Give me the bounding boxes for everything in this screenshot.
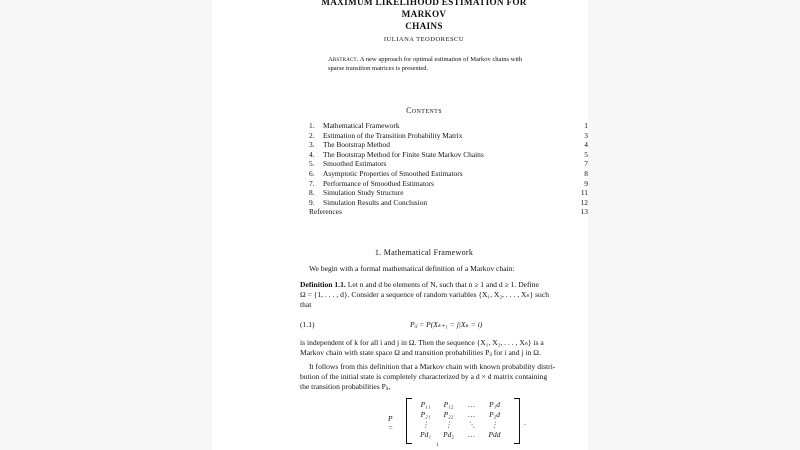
intro-text: We begin with a formal mathematical definition of a Markov chain: (309, 264, 515, 273)
matrix-entry: P₂d (489, 410, 500, 419)
toc-label: Simulation Study Structure (323, 188, 404, 198)
definition-line-3: that (300, 300, 312, 309)
toc-number: 8. (309, 188, 315, 198)
toc-entry (309, 140, 588, 150)
abstract-line-2: sparse transition matrices is presented. (328, 65, 429, 72)
matrix-label: P = (388, 414, 393, 432)
matrix-right-bracket (514, 398, 520, 444)
toc-number: 9. (309, 197, 315, 207)
matrix-entry: P₁d (489, 400, 500, 409)
title-line-1: MAXIMUM LIKELIHOOD ESTIMATION FOR MARKOV (321, 0, 527, 19)
matrix-row (414, 410, 514, 420)
toc-number: 4. (309, 149, 315, 159)
definition-label: Definition 1.1. (300, 280, 346, 289)
toc-page: 1 (584, 121, 588, 130)
equation-formula: Pᵢⱼ = P(Xₖ₊₁ = j|Xₖ = i) (410, 320, 483, 329)
equation-label: (1.1) (300, 320, 315, 329)
toc-label: Mathematical Framework (323, 121, 400, 130)
toc-number: 6. (309, 168, 315, 178)
matrix-period: . (524, 418, 526, 427)
toc-page: 13 (580, 207, 588, 217)
toc-entry (309, 121, 588, 131)
toc-page: 11 (580, 188, 588, 198)
matrix-entries (414, 400, 514, 440)
matrix-entry: … (468, 430, 475, 439)
toc-label: References (309, 207, 342, 217)
section-heading: 1. Mathematical Framework (374, 248, 474, 257)
toc-label: Smoothed Estimators (323, 159, 387, 169)
after-equation-paragraph (300, 338, 588, 358)
matrix-row (414, 420, 514, 430)
toc-page: 4 (584, 140, 588, 150)
follow-line-1: It follows from this definition that a Markov chain with known probability distri- (309, 362, 556, 371)
matrix-left-bracket (406, 398, 412, 444)
contents-heading: Contents (406, 106, 442, 115)
page-number: 1 (436, 443, 439, 448)
abstract-label: Abstract. (328, 56, 359, 63)
toc-entry (309, 179, 588, 189)
toc-number: 3. (309, 140, 315, 150)
toc-number: 5. (309, 159, 315, 169)
author-name: IULIANA TEODORESCU (383, 36, 465, 43)
matrix-entry: … (468, 400, 475, 409)
toc-label: Asymptotic Properties of Smoothed Estimators (323, 168, 463, 178)
matrix-row (414, 400, 514, 410)
definition-line-2: Ω = {1, . . . , d}. Consider a sequence of random variables {X₁, X₂, . . . , Xₙ} such (300, 290, 549, 299)
follow-line-2: bution of the initial state is completely characterized by a d × d matrix containing (300, 372, 548, 381)
matrix-entry: ⋮ (490, 420, 499, 429)
toc-label: Estimation of the Transition Probability Matrix (323, 130, 463, 140)
matrix-entry: Pd₁ (420, 430, 431, 439)
toc-entry (309, 207, 588, 217)
matrix-entry: Pdd (488, 430, 501, 439)
table-of-contents (309, 121, 588, 217)
toc-page: 5 (584, 149, 588, 159)
matrix-entry: P₂₂ (443, 410, 454, 419)
title-line-2: CHAINS (405, 21, 443, 31)
toc-page: 3 (584, 130, 588, 140)
toc-page: 7 (584, 159, 588, 169)
definition-line-1: Let n and d be elements of N, such that n ≥ 1 and d ≥ 1. Define (347, 280, 539, 289)
abstract-line-1 (328, 55, 568, 64)
definition-block (300, 280, 588, 310)
matrix-entry: ⋮ (421, 420, 430, 429)
abstract-text-1: A new approach for optimal estimation of Markov chains with (359, 56, 523, 63)
intro-paragraph (300, 264, 588, 274)
follow-line-3: the transition probabilities Pᵢⱼ, (300, 382, 391, 391)
toc-label: Performance of Smoothed Estimators (323, 178, 435, 188)
after-line-1: is independent of k for all i and j in Ω. Then the sequence {X₁, X₂, . . . , Xₙ} is a (300, 338, 544, 347)
toc-entry (309, 169, 588, 179)
toc-entry (309, 131, 588, 141)
matrix-entry: ⋮ (444, 420, 453, 429)
matrix-row (414, 430, 514, 440)
toc-page: 9 (584, 178, 588, 188)
matrix-entry: Pd₂ (443, 430, 454, 439)
matrix-entry: P₂₁ (420, 410, 431, 419)
toc-page: 12 (580, 197, 588, 207)
paper-page (212, 0, 588, 450)
after-line-2: Markov chain with state space Ω and transition probabilities Pᵢⱼ for i and j in Ω. (300, 348, 541, 357)
toc-label: The Bootstrap Method (323, 140, 390, 150)
follows-paragraph (300, 362, 588, 392)
toc-entry (309, 159, 588, 169)
toc-label: Simulation Results and Conclusion (323, 197, 428, 207)
toc-number: 7. (309, 178, 315, 188)
toc-number: 2. (309, 130, 315, 140)
matrix-entry: … (468, 410, 475, 419)
toc-entry (309, 198, 588, 208)
toc-page: 8 (584, 168, 588, 178)
abstract (328, 55, 568, 73)
matrix-entry: ⋱ (467, 420, 476, 429)
toc-entry (309, 150, 588, 160)
toc-label: The Bootstrap Method for Finite State Markov Chains (323, 149, 484, 159)
equation-1-1 (300, 320, 588, 332)
toc-number: 1. (309, 121, 315, 130)
paper-title (304, 0, 544, 32)
toc-entry (309, 188, 588, 198)
matrix-entry: P₁₂ (443, 400, 454, 409)
matrix-entry: P₁₁ (420, 400, 431, 409)
